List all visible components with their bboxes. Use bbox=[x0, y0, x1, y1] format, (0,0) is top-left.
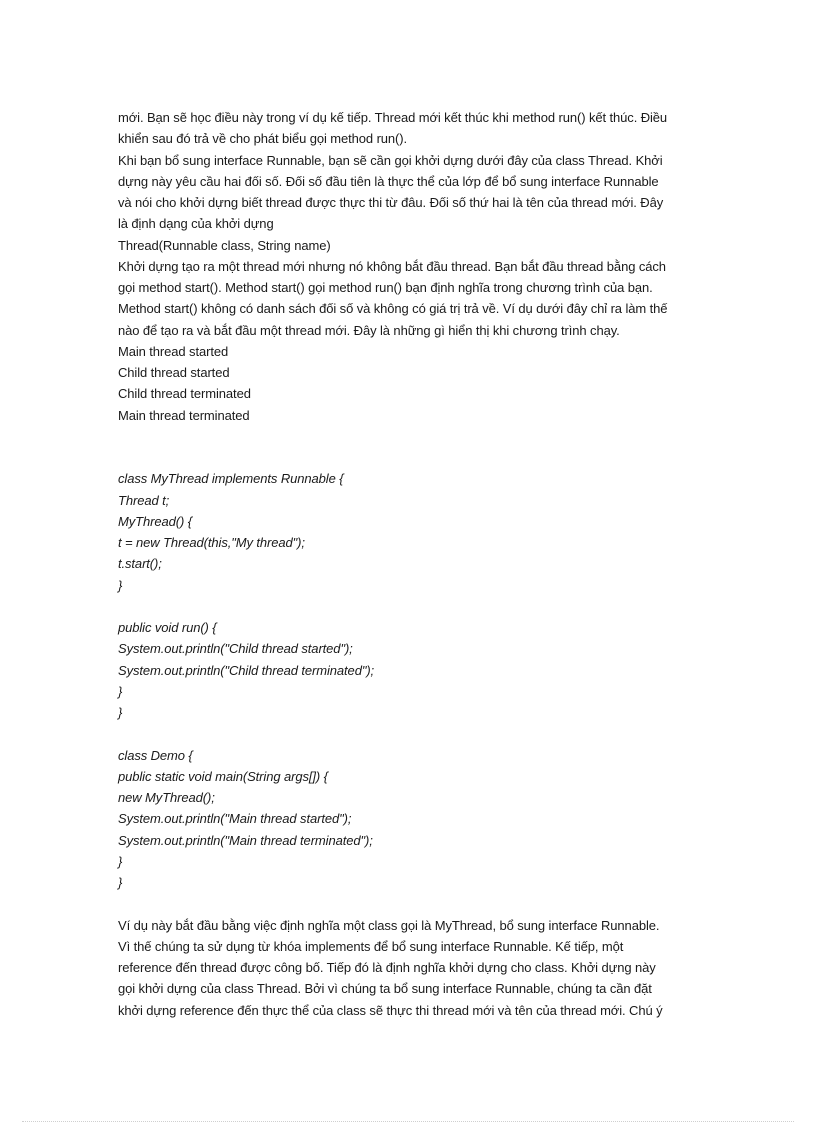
output-line: Main thread terminated bbox=[118, 407, 250, 423]
text-line: gọi method start(). Method start() gọi method run() bạn định nghĩa trong chương trình của bạn. bbox=[118, 280, 653, 295]
code-line: t.start(); bbox=[118, 556, 162, 572]
program-output bbox=[118, 341, 708, 426]
constructor-signature: Thread(Runnable class, String name) bbox=[118, 237, 331, 253]
code-line: class MyThread implements Runnable { bbox=[118, 471, 344, 487]
page-content bbox=[118, 107, 708, 1021]
code-line: public static void main(String args[]) { bbox=[118, 768, 328, 784]
text-line: gọi khởi dựng của class Thread. Bởi vì chúng ta bổ sung interface Runnable, chúng ta cần đặt bbox=[118, 981, 652, 997]
output-line: Child thread started bbox=[118, 365, 230, 380]
code-line: public void run() { bbox=[118, 620, 217, 635]
code-line: } bbox=[118, 683, 123, 699]
page-bottom-rule bbox=[22, 1121, 794, 1122]
spacer bbox=[118, 426, 708, 469]
spacer bbox=[118, 893, 708, 914]
code-line: new MyThread(); bbox=[118, 790, 215, 805]
text-line: và nói cho khởi dựng biết thread được thực thi từ đâu. Đối số thứ hai là tên của thread mới. Đây bbox=[118, 195, 664, 210]
output-line: Child thread terminated bbox=[118, 386, 251, 402]
code-run-method bbox=[118, 617, 708, 723]
text-line: Ví dụ này bắt đầu bằng việc định nghĩa một class gọi là MyThread, bổ sung interface Runnable. bbox=[118, 917, 660, 933]
paragraph-intro bbox=[118, 107, 708, 341]
text-line: khiển sau đó trả về cho phát biểu gọi method run(). bbox=[118, 131, 408, 147]
code-line: System.out.println("Main thread terminated"); bbox=[118, 832, 373, 848]
code-mythread-class bbox=[118, 468, 708, 596]
code-line: } bbox=[118, 577, 123, 593]
text-line: Khởi dựng tạo ra một thread mới nhưng nó không bắt đầu thread. Bạn bắt đầu thread bằng cách bbox=[118, 258, 666, 274]
spacer bbox=[118, 723, 708, 744]
paragraph-explanation bbox=[118, 915, 708, 1021]
code-line: t = new Thread(this,"My thread"); bbox=[118, 535, 305, 550]
output-line: Main thread started bbox=[118, 343, 229, 359]
spacer bbox=[118, 596, 708, 617]
text-line: nào để tạo ra và bắt đầu một thread mới. Đây là những gì hiển thị khi chương trình chạy. bbox=[118, 322, 620, 338]
text-line: reference đến thread được công bố. Tiếp đó là định nghĩa khởi dựng cho class. Khởi dựng này bbox=[118, 960, 656, 975]
text-line: là định dạng của khởi dựng bbox=[118, 216, 274, 232]
code-demo-class bbox=[118, 745, 708, 894]
text-line: khởi dựng reference đến thực thể của class sẽ thực thi thread mới và tên của thread mới. Chú ý bbox=[118, 1002, 663, 1018]
code-line: System.out.println("Child thread started"); bbox=[118, 641, 353, 657]
code-line: System.out.println("Main thread started"); bbox=[118, 811, 352, 827]
text-line: dựng này yêu cầu hai đối số. Đối số đầu tiên là thực thể của lớp để bổ sung interface Runnable bbox=[118, 173, 659, 189]
code-line: class Demo { bbox=[118, 747, 193, 763]
text-line: Khi bạn bổ sung interface Runnable, bạn sẽ cần gọi khởi dựng dưới đây của class Thread. Khởi bbox=[118, 152, 663, 168]
code-line: } bbox=[118, 705, 123, 720]
text-line: Method start() không có danh sách đối số và không có giá trị trả về. Ví dụ dưới đây chỉ ra làm thế bbox=[118, 301, 668, 317]
text-line: Vì thế chúng ta sử dụng từ khóa implements để bổ sung interface Runnable. Kế tiếp, một bbox=[118, 938, 624, 954]
code-line: MyThread() { bbox=[118, 513, 192, 529]
code-line: System.out.println("Child thread terminated"); bbox=[118, 662, 375, 678]
code-line: } bbox=[118, 853, 123, 869]
code-line: } bbox=[118, 875, 123, 890]
code-line: Thread t; bbox=[118, 492, 170, 508]
text-line: mới. Bạn sẽ học điều này trong ví dụ kế tiếp. Thread mới kết thúc khi method run() kết thúc. Điều bbox=[118, 110, 668, 125]
